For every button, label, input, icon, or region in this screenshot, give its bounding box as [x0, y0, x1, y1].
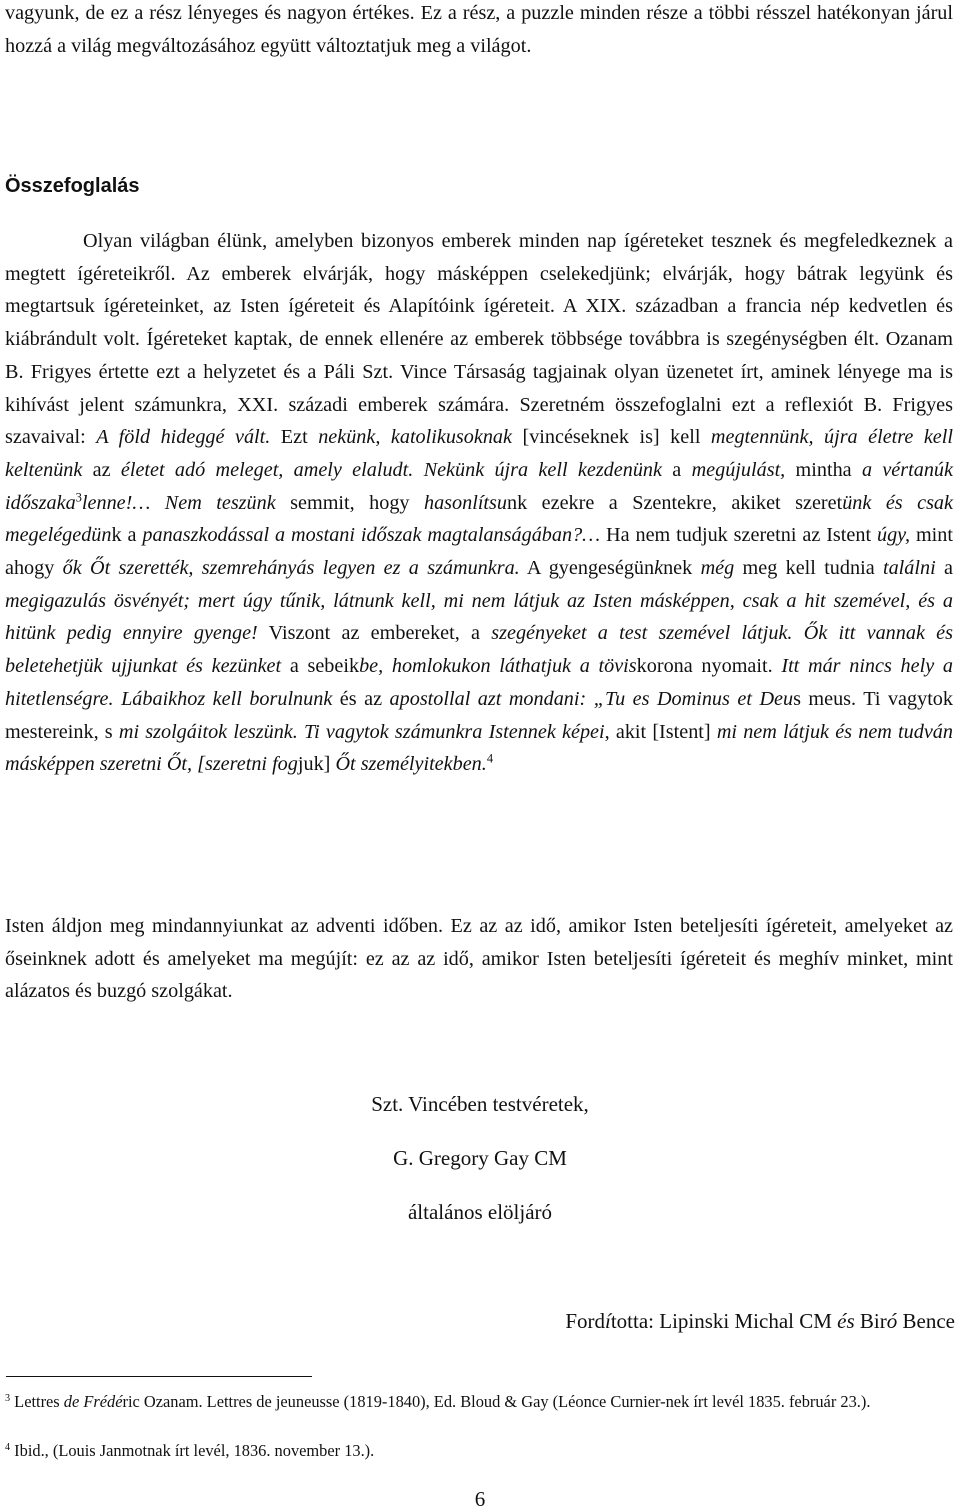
- signature-title: általános elöljáró: [407, 1200, 553, 1224]
- signature-name: G. Gregory Gay CM: [393, 1146, 567, 1170]
- footnote-ref-3: 3: [75, 490, 82, 505]
- closing-paragraph: Isten áldjon meg mindannyiunkat az adventi időben. Ez az az idő, amikor Isten beteljesíti ígéreteit, amelyeket az őseinknek adott és amelyeket ma megújít: ez az az idő, amikor Isten beteljesíti ígéreteit és meghív minket, mint alázatos és buzgó szolgákat.: [5, 915, 953, 1003]
- footnote-ref-4: 4: [486, 751, 494, 766]
- signature-greeting: Szt. Vincében testvéretek,: [371, 1092, 589, 1116]
- page-number: 6: [474, 1487, 486, 1511]
- intro-paragraph: vagyunk, de ez a rész lényeges és nagyon értékes. Ez a rész, a puzzle minden része a többi résszel hatékonyan járul hozzá a világ megváltozásához együtt változtatjuk meg a világot.: [5, 2, 953, 57]
- footnote-4: $^4$ Ibid., (Louis Janmotnak írt levél, 1836. november 13.).: [5, 1441, 375, 1460]
- footnote-3: $^3$ Lettres de Frédéric Ozanam. Lettres de jeuneusse (1819-1840), Ed. Bloud & Gay (Léonce Curnier-nek írt levél 1835. február 23.).: [5, 1392, 871, 1411]
- summary-paragraph: Olyan világban élünk, amelyben bizonyos emberek minden nap ígéreteket tesznek és megfeledkeznek a megtett ígéreteikről. Az emberek elvárják, hogy másképpen cselekedjünk; elvárják, hogy bátrak legyünk és megtartsuk ígéreteinket, az Isten ígéreteit és Alapítóink ígéreteit. A XIX. században a francia nép kedvetlen és kiábrándult volt. Ígéreteket kaptak, de ennek ellenére az emberek többsége továbbra is szegénységben élt. Ozanam B. Frigyes értette ezt a helyzetet és a Páli Szt. Vince Társaság tagjainak olyan üzenetet írt, aminek lényege ma is kihívást jelent számunkra, XXI. századi emberek számára. Szeretném összefoglalni ezt a reflexiót B. Frigyes szavaival: A föld hideggé vált. Ezt nekünk, katolikusoknak [vincéseknek is] kell megtennünk, újra életre kell keltenünk az életet adó meleget, amely elaludt. Nekünk újra kell kezdenünk a megújulást, mintha a vértanúk időszaka$^3$lenne!… Nem teszünk semmit, hogy hasonlítsunk ezekre a Szentekre, akiket szeretünk és csak megelégedünk a panaszkodással a mostani időszak magtalanságában?… Ha nem tudjuk szeretni az Istent úgy, mint ahogy ők Őt szerették, szemrehányás legyen ez a számunkra. A gyengeségünknek még meg kell tudnia találni a megigazulás ösvényét; mert úgy tűnik, látnunk kell, mi nem látjuk az Isten másképpen, csak a hit szemével, és a hitünk pedig ennyire gyenge! Viszont az embereket, a szegényeket a test szemével látjuk. Ők itt vannak és beletehetjük ujjunkat és kezünket a sebeikbe, homlokukon láthatjuk a töviskorona nyomait. Itt már nincs hely a hitetlenségre. Lábaikhoz kell borulnunk és az apostollal azt mondani: „Tu es Dominus et Deus meus. Ti vagytok mestereink, s mi szolgáitok leszünk. Ti vagytok számunkra Istennek képei, akit [Istent] mi nem látjuk és nem tudván másképpen szeretni Őt, [szeretni fogjuk] Őt személyitekben.$^4$: [5, 230, 953, 776]
- footnote-separator: [6, 1376, 312, 1377]
- translators-line: Fordította: Lipinski Michal CM és Biró Bence: [565, 1309, 955, 1333]
- section-heading: Összefoglalás: [5, 175, 140, 197]
